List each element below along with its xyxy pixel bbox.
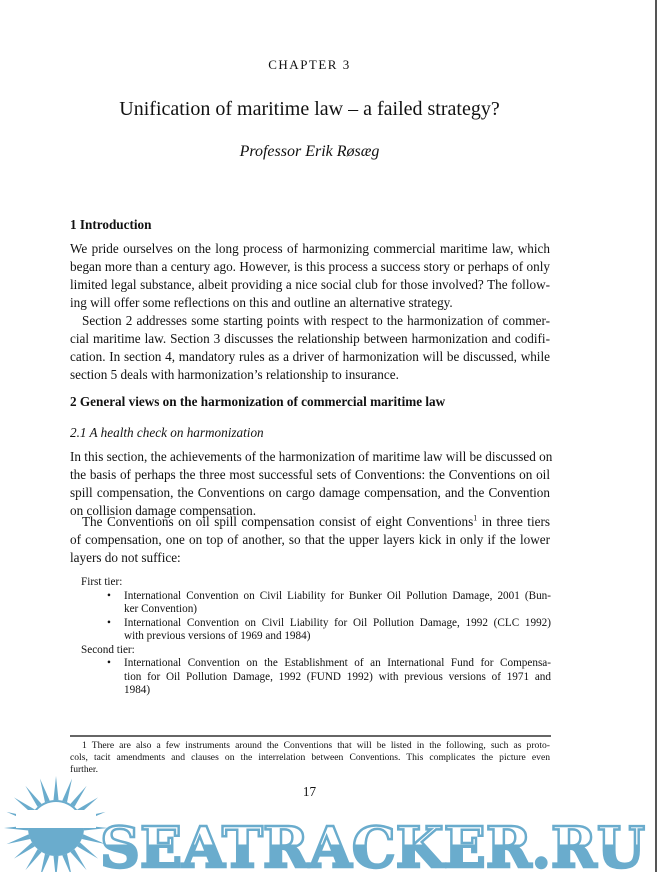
- list-item: [81, 617, 551, 644]
- chapter-title: Unification of maritime law – a failed strategy?: [119, 98, 500, 120]
- sun-ray: [25, 786, 41, 807]
- sun-ray: [62, 779, 72, 803]
- text-line: tion for Oil Pollution Damage, 1992 (FUND 1992) with previous versions of 1971 and: [124, 670, 551, 683]
- text-line: ing will offer some reflections on this and outline an alternative strategy.: [70, 295, 453, 310]
- section-1-heading: 1 Introduction: [70, 217, 152, 232]
- text-line: the basis of perhaps the three most successful sets of Conventions: the Conventions on oil: [70, 467, 550, 482]
- text-line: We pride ourselves on the long process of harmonizing commercial maritime law, which: [70, 241, 550, 256]
- sun-icon: [4, 776, 108, 872]
- text-line: limited legal substance, albeit providing a nice social club for those involved? The follow-: [70, 277, 550, 292]
- section-1-para-2: [70, 312, 550, 384]
- sun-ray: [40, 779, 50, 803]
- sun-ray: [53, 776, 58, 800]
- section-1-para-1: [70, 240, 550, 312]
- text-line: of compensation, one on top of another, so that the upper layers kick in only if the lower: [70, 532, 550, 547]
- list-item: [81, 590, 551, 617]
- text-line: spill compensation, the Conventions on cargo damage compensation, and the Convention: [70, 485, 550, 500]
- text-line: on collision damage compensation.: [70, 503, 257, 518]
- list-item: [81, 657, 551, 698]
- text-line: 1 There are also a few instruments around the Conventions that will be listed in the following, such as proto-: [82, 740, 550, 751]
- tier-label: First tier:: [81, 576, 123, 588]
- text-line: cation. In section 4, mandatory rules as a driver of harmonization will be discussed, while: [70, 349, 550, 364]
- footnote-rule: [70, 735, 551, 737]
- text-line: further.: [70, 764, 98, 775]
- text-line: [70, 513, 550, 531]
- text-line: Section 2 addresses some starting points with respect to the harmonization of commer-: [82, 313, 550, 328]
- tier-label: Second tier:: [81, 643, 135, 656]
- text-line: cols, tacit amendments and clauses on the interrelation between Conventions. This complicates the picture even: [70, 752, 550, 763]
- section-2-para-1: [70, 448, 553, 520]
- sun-ray: [25, 849, 41, 870]
- sun-ray: [40, 854, 50, 872]
- text-line: International Convention on Civil Liability for Bunker Oil Pollution Damage, 2001 (Bun-: [124, 589, 551, 602]
- watermark-text: SEATRACKER.RU: [100, 815, 645, 872]
- sun-ray: [7, 834, 31, 844]
- page-number: 17: [302, 784, 317, 799]
- chapter-label: CHAPTER 3: [268, 57, 351, 72]
- text-line: began more than a century ago. However, is this process a success story or perhaps of only: [70, 259, 550, 274]
- text-line: International Convention on the Establishment of an International Fund for Compensa-: [124, 657, 551, 669]
- text: The Conventions on oil spill compensation consist of eight Conventions: [82, 514, 474, 529]
- sun-ray: [70, 849, 86, 870]
- page-edge: [655, 0, 657, 872]
- bullet: •: [107, 589, 111, 602]
- text-line: ker Convention): [124, 603, 198, 615]
- section-2-1-heading: 2.1 A health check on harmonization: [70, 425, 264, 440]
- text: in three tiers: [477, 514, 550, 529]
- sun-ray: [14, 842, 35, 858]
- section-2-para-2: [70, 513, 550, 567]
- tier-list: [81, 576, 551, 698]
- text-line: with previous versions of 1969 and 1984): [124, 630, 311, 642]
- text-line: In this section, the achievements of the harmonization of maritime law will be discussed on: [70, 449, 553, 464]
- text-line: 1984): [124, 684, 151, 696]
- sun-ray: [53, 856, 58, 872]
- sun-ray: [70, 786, 86, 807]
- footnote-ref[interactable]: 1: [473, 513, 478, 523]
- watermark: [0, 770, 659, 872]
- text-line: layers do not suffice:: [70, 550, 181, 565]
- section-2-heading: 2 General views on the harmonization of commercial maritime law: [70, 394, 446, 409]
- text-line: International Convention on Civil Liability for Oil Pollution Damage, 1992 (CLC 1992): [124, 616, 551, 629]
- bullet: •: [107, 616, 111, 629]
- bullet: •: [107, 657, 111, 669]
- text-line: section 5 deals with harmonization’s relationship to insurance.: [70, 367, 399, 382]
- sun-ray: [62, 854, 72, 872]
- text-line: cial maritime law. Section 3 discusses the relationship between harmonization and codifi-: [70, 331, 550, 346]
- sun-ray: [77, 842, 98, 858]
- author: Professor Erik Røsæg: [239, 143, 380, 160]
